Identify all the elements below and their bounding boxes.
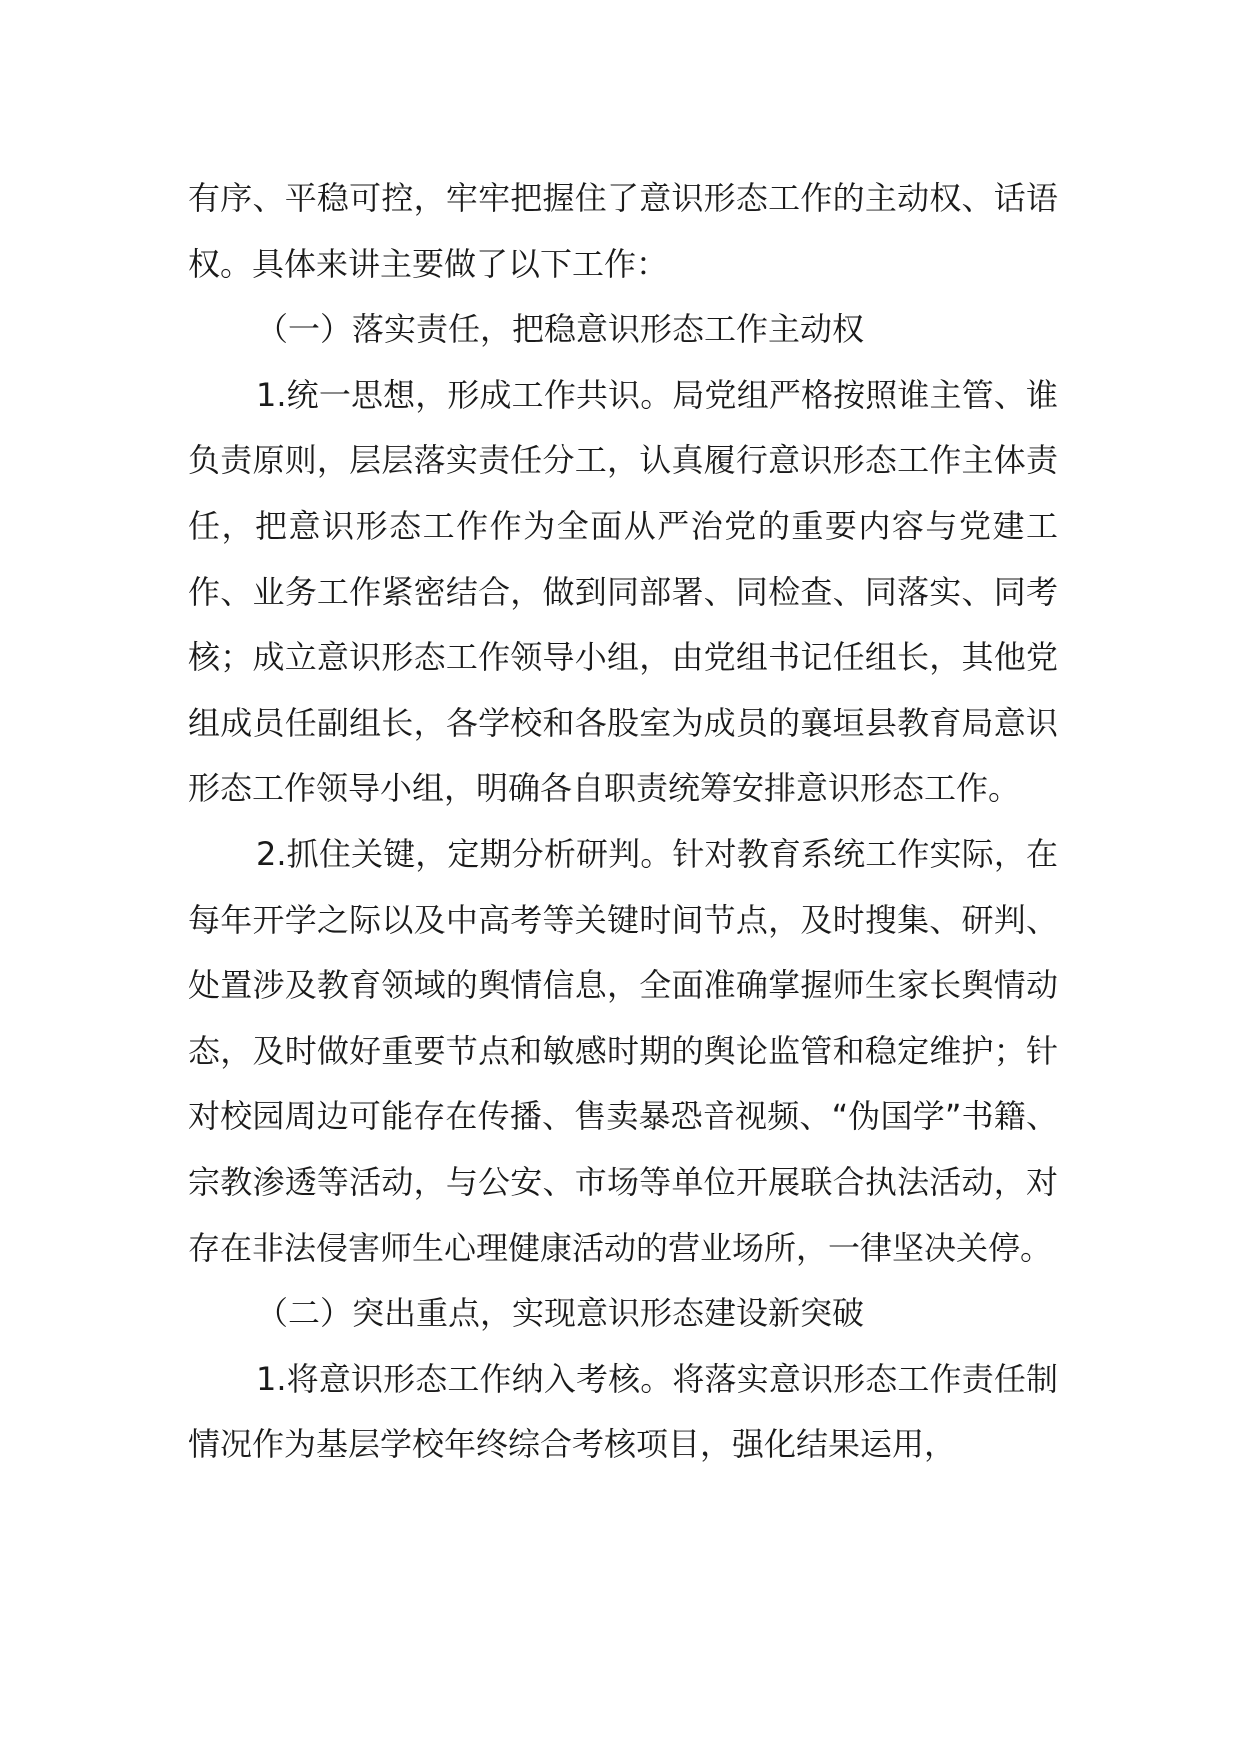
paragraph-1-1: 1.统一思想，形成工作共识。局党组严格按照谁主管、谁负责原则，层层落实责任分工，认真履行意识形态工作主体责任，把意识形态工作作为全面从严治党的重要内容与党建工作、业务工作紧密结合，做到同部署、同检查、同落实、同考核；成立意识形态工作领导小组，由党组书记任组长，其他党组成员任副组长，各学校和各股室为成员的襄垣县教育局意识形态工作领导小组，明确各自职责统筹安排意识形态工作。 xyxy=(188,375,1058,808)
section-heading-1: （一）落实责任，把稳意识形态工作主动权 xyxy=(256,310,865,349)
section-heading-2: （二）突出重点，实现意识形态建设新突破 xyxy=(256,1294,865,1333)
paragraph-2-1: 1.将意识形态工作纳入考核。将落实意识形态工作责任制情况作为基层学校年终综合考核项目，强化结果运用， xyxy=(188,1359,1058,1464)
paragraph-intro-continued: 有序、平稳可控，牢牢把握住了意识形态工作的主动权、话语权。具体来讲主要做了以下工作： xyxy=(188,179,1058,283)
document-body xyxy=(188,166,1058,1478)
paragraph-1-2: 2.抓住关键，定期分析研判。针对教育系统工作实际，在每年开学之际以及中高考等关键时间节点，及时搜集、研判、处置涉及教育领域的舆情信息，全面准确掌握师生家长舆情动态，及时做好重要节点和敏感时期的舆论监管和稳定维护；针对校园周边可能存在传播、售卖暴恐音视频、“伪国学”书籍、宗教渗透等活动，与公安、市场等单位开展联合执法活动，对存在非法侵害师生心理健康活动的营业场所，一律坚决关停。 xyxy=(188,834,1058,1267)
